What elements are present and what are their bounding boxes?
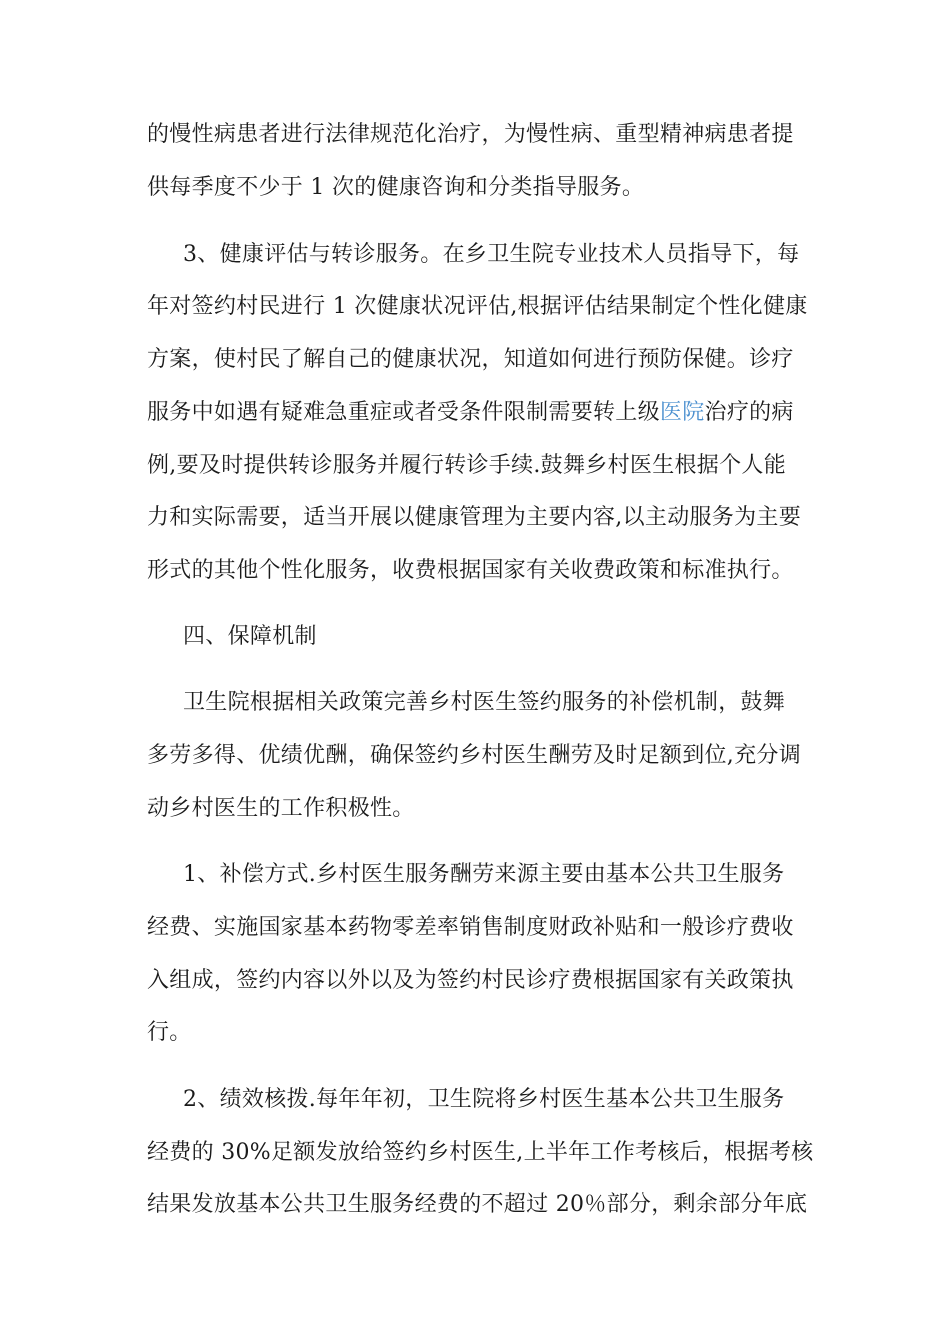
paragraph-line: 3、健康评估与转诊服务。在乡卫生院专业技术人员指导下，每 — [183, 242, 800, 267]
paragraph-line: 供每季度不少于 1 次的健康咨询和分类指导服务。 — [147, 175, 645, 200]
paragraph-line: 动乡村医生的工作积极性。 — [147, 796, 415, 821]
paragraph-line: 形式的其他个性化服务，收费根据国家有关收费政策和标准执行。 — [147, 558, 794, 583]
paragraph-line: 行。 — [147, 1020, 192, 1045]
paragraph-line — [147, 398, 807, 428]
paragraph-line: 年对签约村民进行 1 次健康状况评估,根据评估结果制定个性化健康 — [147, 294, 808, 319]
paragraph-line: 结果发放基本公共卫生服务经费的不超过 20％部分，剩余部分年底 — [147, 1192, 808, 1217]
paragraph-line: 方案，使村民了解自己的健康状况，知道如何进行预防保健。诊疗 — [147, 347, 794, 372]
paragraph-line: 经费的 30%足额发放给签约乡村医生,上半年工作考核后，根据考核 — [147, 1140, 814, 1165]
paragraph-line: 力和实际需要，适当开展以健康管理为主要内容,以主动服务为主要 — [147, 505, 801, 530]
paragraph-line: 卫生院根据相关政策完善乡村医生签约服务的补偿机制，鼓舞 — [183, 690, 786, 715]
line-text: 治疗的病 — [704, 400, 794, 425]
paragraph-line: 入组成，签约内容以外以及为签约村民诊疗费根据国家有关政策执 — [147, 968, 794, 993]
paragraph-line: 2、绩效核拨.每年年初，卫生院将乡村医生基本公共卫生服务 — [183, 1087, 785, 1112]
paragraph-line: 的慢性病患者进行法律规范化治疗，为慢性病、重型精神病患者提 — [147, 122, 794, 147]
paragraph-line: 多劳多得、优绩优酬，确保签约乡村医生酬劳及时足额到位,充分调 — [147, 743, 801, 768]
paragraph-line: 1、补偿方式.乡村医生服务酬劳来源主要由基本公共卫生服务 — [183, 862, 785, 887]
paragraph-line: 例,要及时提供转诊服务并履行转诊手续.鼓舞乡村医生根据个人能 — [147, 453, 786, 478]
line-text: 服务中如遇有疑难急重症或者受条件限制需要转上级 — [147, 400, 660, 425]
hospital-link[interactable]: 医院 — [659, 400, 705, 425]
paragraph-line: 经费、实施国家基本药物零差率销售制度财政补贴和一般诊疗费收 — [147, 915, 794, 940]
section-heading: 四、保障机制 — [183, 624, 317, 649]
